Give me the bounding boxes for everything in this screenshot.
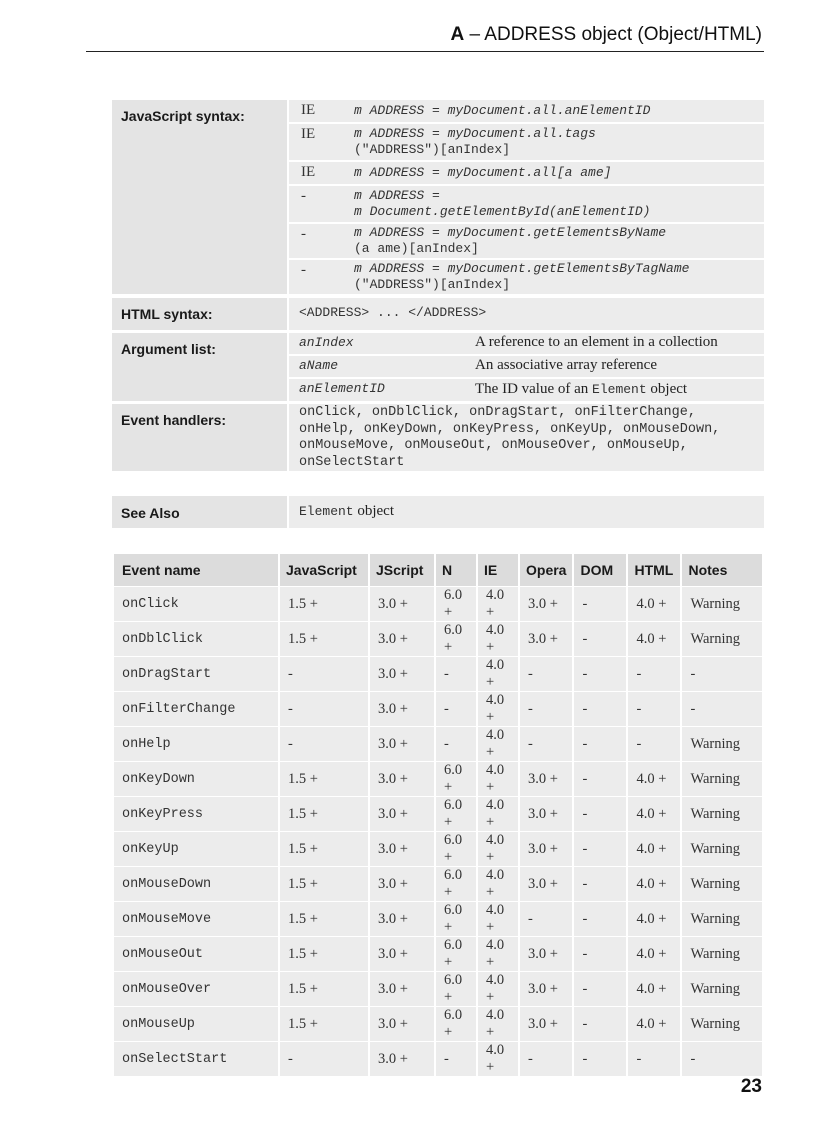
table-cell: 3.0 + bbox=[370, 971, 434, 1006]
table-cell: Warning bbox=[682, 866, 762, 901]
event-handlers-line: onSelectStart bbox=[299, 454, 405, 470]
table-cell: 3.0 + bbox=[370, 1006, 434, 1041]
table-cell: 4.0 + bbox=[628, 936, 680, 971]
column-header: DOM bbox=[574, 554, 626, 586]
table-row bbox=[114, 586, 762, 621]
table-cell: - bbox=[520, 901, 572, 936]
table-cell: 4.0 + bbox=[478, 586, 518, 621]
table-cell: 1.5 + bbox=[280, 621, 368, 656]
table-row bbox=[114, 1041, 762, 1076]
table-cell: - bbox=[574, 586, 626, 621]
table-cell: - bbox=[574, 621, 626, 656]
table-cell: 3.0 + bbox=[370, 796, 434, 831]
event-name-cell: onKeyUp bbox=[114, 831, 278, 866]
see-also-block bbox=[112, 496, 764, 528]
table-cell: 3.0 + bbox=[370, 831, 434, 866]
table-cell: - bbox=[520, 1041, 572, 1076]
event-name-cell: onKeyDown bbox=[114, 761, 278, 796]
table-row bbox=[114, 971, 762, 1006]
table-cell: 3.0 + bbox=[520, 866, 572, 901]
see-also-text: object bbox=[353, 503, 395, 519]
table-cell: 4.0 + bbox=[628, 1006, 680, 1041]
js-row-code bbox=[346, 260, 764, 294]
table-cell: - bbox=[574, 656, 626, 691]
header-title-text: – ADDRESS object (Object/HTML) bbox=[464, 24, 762, 45]
argument-desc-text: The ID value of an bbox=[475, 381, 593, 397]
event-handlers-line: onClick, onDblClick, onDragStart, onFilterChange, bbox=[299, 405, 696, 420]
js-row-code: m ADDRESS = myDocument.all.anElementID bbox=[346, 100, 764, 122]
table-cell: - bbox=[574, 691, 626, 726]
table-row bbox=[114, 621, 762, 656]
argument-name: aName bbox=[289, 356, 463, 377]
table-cell: 4.0 + bbox=[628, 796, 680, 831]
table-row bbox=[114, 831, 762, 866]
argument-row bbox=[289, 379, 764, 401]
table-cell: 6.0 + bbox=[436, 621, 476, 656]
js-row-browser: - bbox=[289, 186, 344, 222]
table-cell: - bbox=[682, 1041, 762, 1076]
table-cell: Warning bbox=[682, 901, 762, 936]
table-cell: 4.0 + bbox=[478, 656, 518, 691]
table-cell: - bbox=[574, 831, 626, 866]
table-cell: - bbox=[574, 1041, 626, 1076]
table-cell: Warning bbox=[682, 726, 762, 761]
table-cell: 6.0 + bbox=[436, 901, 476, 936]
table-cell: 1.5 + bbox=[280, 901, 368, 936]
table-row bbox=[114, 656, 762, 691]
table-cell: 4.0 + bbox=[628, 866, 680, 901]
table-cell: 6.0 + bbox=[436, 1006, 476, 1041]
argument-list-block bbox=[112, 333, 764, 401]
event-name-cell: onDblClick bbox=[114, 621, 278, 656]
table-cell: - bbox=[574, 726, 626, 761]
argument-name: anElementID bbox=[289, 379, 463, 401]
table-cell: 1.5 + bbox=[280, 586, 368, 621]
table-cell: 3.0 + bbox=[370, 726, 434, 761]
table-row bbox=[114, 1006, 762, 1041]
event-compatibility-table bbox=[112, 554, 764, 1076]
event-name-cell: onHelp bbox=[114, 726, 278, 761]
header-title bbox=[451, 24, 763, 46]
table-cell: 3.0 + bbox=[370, 761, 434, 796]
table-cell: - bbox=[628, 691, 680, 726]
table-cell: Warning bbox=[682, 796, 762, 831]
event-name-cell: onMouseOver bbox=[114, 971, 278, 1006]
table-cell: 4.0 + bbox=[628, 901, 680, 936]
table-cell: 1.5 + bbox=[280, 936, 368, 971]
table-cell: - bbox=[574, 866, 626, 901]
column-header: Notes bbox=[682, 554, 762, 586]
table-cell: 4.0 + bbox=[628, 621, 680, 656]
table-cell: 4.0 + bbox=[478, 1006, 518, 1041]
event-name-cell: onKeyPress bbox=[114, 796, 278, 831]
js-row bbox=[289, 186, 764, 222]
table-cell: - bbox=[280, 656, 368, 691]
event-name-cell: onMouseDown bbox=[114, 866, 278, 901]
table-cell: 3.0 + bbox=[370, 866, 434, 901]
js-row bbox=[289, 124, 764, 160]
js-row-code bbox=[346, 224, 764, 258]
column-header: Opera bbox=[520, 554, 572, 586]
js-row-code-line: m ADDRESS = myDocument.getElementsByTagName bbox=[354, 261, 690, 276]
table-cell: 4.0 + bbox=[478, 796, 518, 831]
table-cell: 1.5 + bbox=[280, 796, 368, 831]
js-row-browser: - bbox=[289, 224, 344, 258]
table-cell: - bbox=[436, 691, 476, 726]
table-cell: 4.0 + bbox=[628, 761, 680, 796]
js-row bbox=[289, 260, 764, 294]
table-cell: - bbox=[436, 656, 476, 691]
table-cell: 3.0 + bbox=[370, 621, 434, 656]
table-row bbox=[114, 936, 762, 971]
js-row-code-line: m ADDRESS = myDocument.getElementsByName bbox=[354, 225, 667, 240]
js-row-browser: IE bbox=[289, 162, 344, 184]
js-row-code bbox=[346, 186, 764, 222]
table-cell: 4.0 + bbox=[478, 1041, 518, 1076]
argument-name: anIndex bbox=[289, 333, 463, 354]
argument-desc bbox=[465, 379, 764, 401]
table-cell: Warning bbox=[682, 971, 762, 1006]
js-row bbox=[289, 162, 764, 184]
table-cell: - bbox=[436, 726, 476, 761]
event-name-cell: onMouseUp bbox=[114, 1006, 278, 1041]
table-row bbox=[114, 761, 762, 796]
table-cell: 6.0 + bbox=[436, 936, 476, 971]
table-cell: 3.0 + bbox=[520, 761, 572, 796]
event-name-cell: onClick bbox=[114, 586, 278, 621]
table-cell: 3.0 + bbox=[370, 901, 434, 936]
argument-row bbox=[289, 333, 764, 354]
js-row-code-line: m ADDRESS = myDocument.all.tags bbox=[354, 126, 596, 141]
table-header-row bbox=[114, 554, 762, 586]
table-cell: 3.0 + bbox=[520, 621, 572, 656]
table-cell: - bbox=[280, 726, 368, 761]
table-cell: - bbox=[628, 1041, 680, 1076]
event-name-cell: onFilterChange bbox=[114, 691, 278, 726]
table-cell: Warning bbox=[682, 1006, 762, 1041]
table-cell: - bbox=[574, 936, 626, 971]
table-cell: - bbox=[280, 691, 368, 726]
table-cell: Warning bbox=[682, 936, 762, 971]
table-cell: Warning bbox=[682, 621, 762, 656]
argument-desc-text: object bbox=[646, 381, 688, 397]
table-row bbox=[114, 691, 762, 726]
table-cell: 6.0 + bbox=[436, 796, 476, 831]
table-cell: - bbox=[574, 901, 626, 936]
table-cell: 6.0 + bbox=[436, 971, 476, 1006]
js-row-code bbox=[346, 124, 764, 160]
table-cell: - bbox=[574, 761, 626, 796]
table-cell: 1.5 + bbox=[280, 971, 368, 1006]
table-cell: - bbox=[682, 691, 762, 726]
see-also-code: Element bbox=[299, 504, 354, 519]
table-cell: 4.0 + bbox=[628, 971, 680, 1006]
table-cell: 1.5 + bbox=[280, 761, 368, 796]
table-cell: Warning bbox=[682, 831, 762, 866]
table-cell: 3.0 + bbox=[370, 586, 434, 621]
event-name-cell: onSelectStart bbox=[114, 1041, 278, 1076]
column-header: JScript bbox=[370, 554, 434, 586]
js-row-code-line: m Document.getElementById(anElementID) bbox=[354, 204, 651, 219]
table-cell: 6.0 + bbox=[436, 761, 476, 796]
event-handlers-label: Event handlers: bbox=[112, 404, 287, 471]
column-header: IE bbox=[478, 554, 518, 586]
table-cell: 4.0 + bbox=[478, 621, 518, 656]
table-cell: 3.0 + bbox=[520, 1006, 572, 1041]
js-row bbox=[289, 224, 764, 258]
table-row bbox=[114, 901, 762, 936]
html-syntax-block bbox=[112, 298, 764, 330]
event-handlers-block bbox=[112, 404, 764, 471]
js-row-browser: - bbox=[289, 260, 344, 294]
table-cell: 3.0 + bbox=[520, 796, 572, 831]
table-cell: 4.0 + bbox=[478, 866, 518, 901]
table-cell: - bbox=[520, 726, 572, 761]
table-cell: 4.0 + bbox=[478, 691, 518, 726]
table-row bbox=[114, 796, 762, 831]
event-handlers-line: onMouseMove, onMouseOut, onMouseOver, onMouseUp, bbox=[299, 438, 688, 453]
javascript-syntax-label: JavaScript syntax: bbox=[112, 100, 287, 294]
page-number: 23 bbox=[740, 1076, 762, 1097]
argument-desc: An associative array reference bbox=[465, 356, 764, 377]
js-row-code-line: (a ame)[anIndex] bbox=[354, 241, 479, 256]
table-cell: 1.5 + bbox=[280, 1006, 368, 1041]
table-cell: 3.0 + bbox=[370, 936, 434, 971]
html-syntax-value: <ADDRESS> ... </ADDRESS> bbox=[289, 298, 764, 330]
table-cell: 4.0 + bbox=[478, 936, 518, 971]
table-cell: 4.0 + bbox=[478, 761, 518, 796]
see-also-label: See Also bbox=[112, 496, 287, 528]
html-syntax-label: HTML syntax: bbox=[112, 298, 287, 330]
table-cell: - bbox=[574, 1006, 626, 1041]
table-cell: 1.5 + bbox=[280, 831, 368, 866]
argument-list-label: Argument list: bbox=[112, 333, 287, 401]
header-letter: A bbox=[450, 24, 465, 45]
table-cell: 3.0 + bbox=[370, 656, 434, 691]
table-cell: - bbox=[574, 971, 626, 1006]
table-cell: 3.0 + bbox=[520, 831, 572, 866]
table-cell: 3.0 + bbox=[520, 586, 572, 621]
table-cell: - bbox=[520, 691, 572, 726]
table-cell: - bbox=[628, 656, 680, 691]
table-cell: 3.0 + bbox=[520, 971, 572, 1006]
table-cell: - bbox=[628, 726, 680, 761]
table-cell: 4.0 + bbox=[478, 971, 518, 1006]
table-cell: 4.0 + bbox=[628, 831, 680, 866]
table-cell: - bbox=[682, 656, 762, 691]
column-header: JavaScript bbox=[280, 554, 368, 586]
table-cell: - bbox=[520, 656, 572, 691]
table-cell: 3.0 + bbox=[370, 691, 434, 726]
argument-row bbox=[289, 356, 764, 377]
event-name-cell: onDragStart bbox=[114, 656, 278, 691]
table-cell: 3.0 + bbox=[370, 1041, 434, 1076]
column-header: N bbox=[436, 554, 476, 586]
table-cell: 4.0 + bbox=[628, 586, 680, 621]
js-row-browser: IE bbox=[289, 124, 344, 160]
event-handlers-list bbox=[289, 404, 764, 471]
js-row-code: m ADDRESS = myDocument.all[a ame] bbox=[346, 162, 764, 184]
table-cell: 1.5 + bbox=[280, 866, 368, 901]
table-body bbox=[114, 586, 762, 1076]
running-header bbox=[86, 24, 764, 52]
table-cell: - bbox=[574, 796, 626, 831]
table-cell: - bbox=[436, 1041, 476, 1076]
table-cell: 4.0 + bbox=[478, 831, 518, 866]
table-cell: 6.0 + bbox=[436, 866, 476, 901]
see-also-value bbox=[289, 496, 764, 528]
table-cell: Warning bbox=[682, 761, 762, 796]
js-row-code-line: m ADDRESS = bbox=[354, 188, 440, 203]
table-cell: - bbox=[280, 1041, 368, 1076]
argument-desc: A reference to an element in a collection bbox=[465, 333, 764, 354]
argument-desc-code: Element bbox=[592, 382, 647, 397]
table-row bbox=[114, 726, 762, 761]
table-cell: 3.0 + bbox=[520, 936, 572, 971]
event-name-cell: onMouseMove bbox=[114, 901, 278, 936]
table-cell: 6.0 + bbox=[436, 831, 476, 866]
column-header: Event name bbox=[114, 554, 278, 586]
table-cell: Warning bbox=[682, 586, 762, 621]
javascript-syntax-block bbox=[112, 100, 764, 294]
column-header: HTML bbox=[628, 554, 680, 586]
js-row-code-line: ("ADDRESS")[anIndex] bbox=[354, 277, 511, 292]
event-handlers-line: onHelp, onKeyDown, onKeyPress, onKeyUp, onMouseDown, bbox=[299, 421, 721, 437]
js-row-browser: IE bbox=[289, 100, 344, 122]
table-row bbox=[114, 866, 762, 901]
table-cell: 4.0 + bbox=[478, 726, 518, 761]
table-cell: 6.0 + bbox=[436, 586, 476, 621]
event-name-cell: onMouseOut bbox=[114, 936, 278, 971]
table-cell: 4.0 + bbox=[478, 901, 518, 936]
js-row-code-line: ("ADDRESS")[anIndex] bbox=[354, 142, 511, 157]
js-row bbox=[289, 100, 764, 122]
